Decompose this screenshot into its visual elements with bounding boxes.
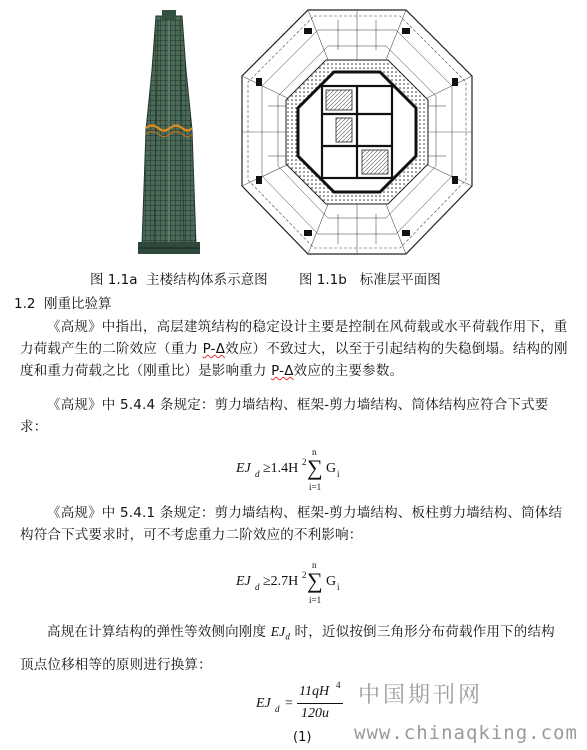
formula-sum-top: n: [312, 560, 317, 570]
formula-denominator: 120u: [301, 706, 329, 721]
formula-equals: =: [285, 696, 293, 711]
figure-tower-illustration: [130, 10, 208, 255]
section-heading: 1.2 刚重比验算: [14, 296, 112, 312]
equation-number: (1): [293, 730, 312, 745]
p4-text-a: 高规在计算结构的弹性等效侧向刚度: [47, 624, 271, 640]
p4-text-b: 时，近似按倒三角形分布荷载作用下的结构顶点位移相等的原则进行换算：: [20, 624, 555, 673]
p-delta-term: P-Δ: [271, 363, 294, 379]
formula-sum-bottom: i=1: [309, 482, 322, 492]
formula-lhs: EJ: [236, 461, 251, 476]
figure-floor-plan: [238, 6, 476, 258]
p1-text-b: 效应）不致过大，以至于引起结构的失稳倒塌。结构的刚度和重力荷载之比（刚重比）是影响重力: [20, 341, 568, 379]
formula-equivalent-stiffness: [256, 680, 346, 724]
p4-ej-sub: d: [285, 631, 291, 642]
p-delta-term: P-Δ: [202, 341, 226, 357]
formula-relation: ≥1.4H: [263, 461, 299, 476]
floor-plan-drawing: [238, 6, 476, 258]
p1-text-a: 《高规》中指出，高层建筑结构的稳定设计主要是控制在风荷载或水平荷载作用下，重力荷载产生的二阶效应（重力: [20, 319, 568, 357]
tower-drawing: [130, 10, 208, 255]
sigma-symbol: ∑: [307, 568, 323, 593]
formula-lhs: EJ: [256, 696, 271, 711]
formula-g: G: [326, 574, 337, 589]
formula-g-sub: i: [337, 582, 340, 592]
formula-lhs: EJ: [236, 574, 251, 589]
p4-ej-symbol: EJ: [270, 624, 286, 639]
formula-g-sub: i: [337, 469, 340, 479]
paragraph-clause-5-4-4: 《高规》中 5.4.4 条规定：剪力墙结构、框架-剪力墙结构、筒体结构应符合下式要求：: [20, 397, 549, 435]
figure-caption-b: 图 1.1b 标准层平面图: [299, 272, 441, 288]
formula-relation: ≥2.7H: [263, 574, 299, 589]
watermark-url: www.chinaqking.com: [354, 722, 578, 744]
formula-lhs-sub: d: [255, 469, 260, 479]
formula-sum-bottom: i=1: [309, 595, 322, 605]
paragraph-equivalent-stiffness: [20, 618, 568, 679]
watermark-cn: 中国期刊网: [358, 683, 484, 708]
formula-stiffness-1-4: [236, 447, 356, 495]
sigma-symbol: ∑: [307, 455, 323, 480]
formula-numerator: 11qH: [299, 684, 330, 699]
p1-text-c: 效应的主要参数。: [293, 363, 404, 379]
formula-lhs-sub: d: [275, 704, 280, 714]
figure-caption-a: 图 1.1a 主楼结构体系示意图: [90, 272, 268, 288]
formula-lhs-sub: d: [255, 582, 260, 592]
paragraph-stability-intro: [20, 316, 568, 382]
formula-g: G: [326, 461, 337, 476]
paragraph-clause-5-4-1: 《高规》中 5.4.1 条规定：剪力墙结构、框架-剪力墙结构、板柱剪力墙结构、筒体结构符合下式要求时，可不考虑重力二阶效应的不利影响：: [20, 505, 563, 543]
fraction-bar: [297, 703, 343, 704]
formula-sup: 2: [302, 570, 307, 580]
formula-stiffness-2-7: [236, 560, 356, 608]
formula-num-sup: 4: [336, 680, 341, 690]
formula-sum-top: n: [312, 447, 317, 457]
formula-sup: 2: [302, 457, 307, 467]
